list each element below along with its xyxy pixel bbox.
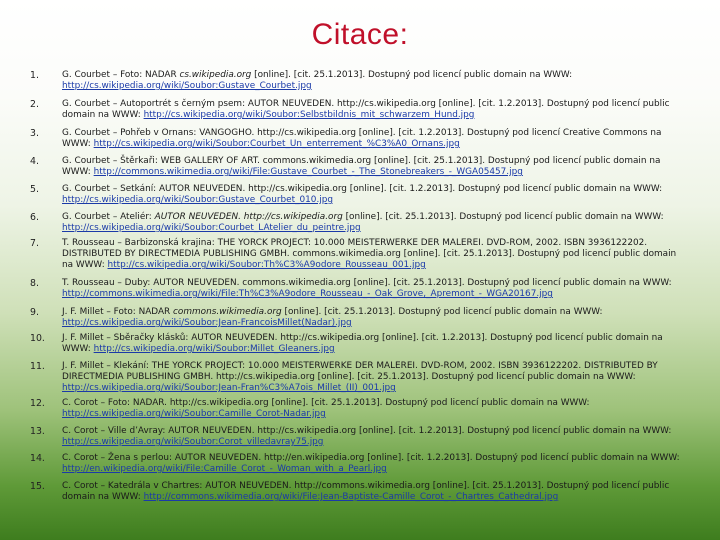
citation-link[interactable]: http://cs.wikipedia.org/wiki/Soubor:Camille_Corot-Nadar.jpg bbox=[62, 409, 326, 419]
citation-lead: G. Courbet – Setkání: bbox=[62, 184, 159, 194]
citation-rest: THE YORCK PROJECT: 10.000 MEISTERWERKE DER MALEREI. DVD-ROM, 2002. ISBN 3936122202. DISTRIBUTED BY DIRECTMEDIA PUBLISHING GMBH. http://cs.wikipedia.org [online]. [cit. 25.1.2013]. Dostupný pod licencí public domain na WWW: bbox=[62, 361, 658, 382]
citation-rest: AUTOR NEUVEDEN. commons.wikimedia.org [online]. [cit. 25.1.2013]. Dostupný pod licencí public domain na WWW: bbox=[153, 278, 672, 288]
citation-text bbox=[62, 212, 687, 234]
citation-link[interactable]: http://commons.wikimedia.org/wiki/File:Th%C3%A9odore_Rousseau_-_Oak_Grove,_Apremont_-_WGA20167.jpg bbox=[62, 289, 553, 299]
citation-number: 7. bbox=[30, 238, 39, 249]
citation-lead: T. Rousseau – Barbizonská krajina: bbox=[62, 238, 218, 248]
citation-number: 12. bbox=[30, 398, 45, 409]
citation-rest: VANGOGHO. http://cs.wikipedia.org [online]. [cit. 1.2.2013]. Dostupný pod licencí Creative Commons na WWW: bbox=[62, 128, 662, 149]
citation-number: 1. bbox=[30, 70, 39, 81]
citation-link[interactable]: http://commons.wikimedia.org/wiki/File:Jean-Baptiste-Camille_Corot_-_Chartres_Cathedral.jpg bbox=[143, 492, 559, 502]
citation-text bbox=[62, 481, 687, 503]
citation-rest: THE YORCK PROJECT: 10.000 MEISTERWERKE DER MALEREI. DVD-ROM, 2002. ISBN 3936122202. DISTRIBUTED BY DIRECTMEDIA PUBLISHING GMBH. commons.wikimedia.org [online]. [cit. 25.1.2013]. Dostupný pod licencí public domain na WWW: bbox=[62, 238, 677, 270]
citation-text bbox=[62, 307, 687, 329]
citation-lead: C. Corot – Foto: NADAR. bbox=[62, 398, 170, 408]
citation-link[interactable]: http://cs.wikipedia.org/wiki/Soubor:Th%C3%A9odore_Rousseau_001.jpg bbox=[107, 260, 426, 270]
citation-lead: C. Corot – Žena s perlou: bbox=[62, 453, 175, 463]
citation-text bbox=[62, 184, 687, 206]
citation-link[interactable]: http://en.wikipedia.org/wiki/File:Camille_Corot_-_Woman_with_a_Pearl.jpg bbox=[62, 464, 387, 474]
citation-number: 2. bbox=[30, 99, 39, 110]
citation-number: 5. bbox=[30, 184, 39, 195]
citation-number: 14. bbox=[30, 453, 45, 464]
citation-number: 8. bbox=[30, 278, 39, 289]
citation-number: 9. bbox=[30, 307, 39, 318]
citation-number: 13. bbox=[30, 426, 45, 437]
citation-text bbox=[62, 278, 687, 300]
citation-lead: G. Courbet – Pohřeb v Ornans: bbox=[62, 128, 200, 138]
citation-link[interactable]: http://commons.wikimedia.org/wiki/File:Gustave_Courbet_-_The_Stonebreakers_-_WGA05457.jpg bbox=[93, 167, 523, 177]
citation-lead: G. Courbet – Ateliér: bbox=[62, 212, 155, 222]
citation-rest: AUTOR NEUVEDEN. http://cs.wikipedia.org [online]. [cit. 1.2.2013]. Dostupný pod licencí public domain na WWW: bbox=[62, 333, 663, 354]
citation-lead: J. F. Millet – Sběračky klásků: bbox=[62, 333, 192, 343]
citation-text bbox=[62, 238, 687, 271]
citation-link[interactable]: http://cs.wikipedia.org/wiki/Soubor:Jean-FrancoisMillet(Nadar).jpg bbox=[62, 318, 352, 328]
citation-number: 3. bbox=[30, 128, 39, 139]
citation-rest: AUTOR NEUVEDEN. http://cs.wikipedia.org [online]. [cit. 1.2.2013]. Dostupný pod licencí public domain na WWW: bbox=[62, 99, 670, 120]
citation-link[interactable]: http://cs.wikipedia.org/wiki/Soubor:Millet_Gleaners.jpg bbox=[93, 344, 335, 354]
citation-number: 4. bbox=[30, 156, 39, 167]
citation-rest: AUTOR NEUVEDEN. http://commons.wikimedia.org [online]. [cit. 25.1.2013]. Dostupný pod licencí public domain na WWW: bbox=[62, 481, 670, 502]
citation-rest: [online]. [cit. 25.1.2013]. Dostupný pod licencí public domain na WWW: bbox=[342, 212, 664, 222]
citation-number: 11. bbox=[30, 361, 45, 372]
citation-link[interactable]: http://cs.wikipedia.org/wiki/Soubor:Jean-Fran%C3%A7ois_Millet_(II)_001.jpg bbox=[62, 383, 396, 393]
citation-lead: G. Courbet – Štěrkaři: bbox=[62, 156, 161, 166]
citation-text bbox=[62, 361, 687, 394]
citation-rest: WEB GALLERY OF ART. commons.wikimedia.org [online]. [cit. 25.1.2013]. Dostupný pod licencí public domain na WWW: bbox=[62, 156, 661, 177]
citation-lead: G. Courbet – Foto: NADAR bbox=[62, 70, 180, 80]
citation-text bbox=[62, 333, 687, 355]
citation-link[interactable]: http://cs.wikipedia.org/wiki/Soubor:Corot_villedavray75.jpg bbox=[62, 437, 324, 447]
citation-rest: http://cs.wikipedia.org [online]. [cit. 25.1.2013]. Dostupný pod licencí public domain na WWW: bbox=[169, 398, 590, 408]
citation-italic: commons.wikimedia.org bbox=[173, 307, 282, 317]
citation-rest: [online]. [cit. 25.1.2013]. Dostupný pod licencí public domain na WWW: bbox=[251, 70, 573, 80]
citation-link[interactable]: http://cs.wikipedia.org/wiki/Soubor:Courbet_Un_enterrement_%C3%A0_Ornans.jpg bbox=[93, 139, 460, 149]
citation-link[interactable]: http://cs.wikipedia.org/wiki/Soubor:Gustave_Courbet.jpg bbox=[62, 81, 312, 91]
citation-lead: C. Corot – Ville d’Avray: bbox=[62, 426, 169, 436]
citation-text bbox=[62, 398, 687, 420]
citation-rest: AUTOR NEUVEDEN. http://cs.wikipedia.org [online]. [cit. 1.2.2013]. Dostupný pod licencí public domain na WWW: bbox=[158, 184, 663, 194]
citation-number: 6. bbox=[30, 212, 39, 223]
citation-text bbox=[62, 99, 687, 121]
citation-rest: AUTOR NEUVEDEN. http://en.wikipedia.org [online]. [cit. 1.2.2013]. Dostupný pod licencí public domain na WWW: bbox=[174, 453, 680, 463]
citation-lead: T. Rousseau – Duby: bbox=[62, 278, 154, 288]
citation-text bbox=[62, 156, 687, 178]
citation-rest: AUTOR NEUVEDEN. http://cs.wikipedia.org [online]. [cit. 1.2.2013]. Dostupný pod licencí public domain na WWW: bbox=[168, 426, 672, 436]
citation-lead: J. F. Millet – Klekání: bbox=[62, 361, 152, 371]
citation-rest: [online]. [cit. 25.1.2013]. Dostupný pod licencí public domain na WWW: bbox=[281, 307, 603, 317]
citation-link[interactable]: http://cs.wikipedia.org/wiki/Soubor:Selbstbildnis_mit_schwarzem_Hund.jpg bbox=[143, 110, 475, 120]
citation-link[interactable]: http://cs.wikipedia.org/wiki/Soubor:Gustave_Courbet_010.jpg bbox=[62, 195, 333, 205]
citation-number: 10. bbox=[30, 333, 45, 344]
citation-number: 15. bbox=[30, 481, 45, 492]
citation-text bbox=[62, 453, 687, 475]
citation-text bbox=[62, 128, 687, 150]
citation-text bbox=[62, 426, 687, 448]
page-title: Citace: bbox=[311, 18, 409, 51]
citation-italic: AUTOR NEUVEDEN. http://cs.wikipedia.org bbox=[154, 212, 343, 222]
citation-lead: J. F. Millet – Foto: NADAR bbox=[62, 307, 174, 317]
citation-link[interactable]: http://cs.wikipedia.org/wiki/Soubor:Courbet_LAtelier_du_peintre.jpg bbox=[62, 223, 361, 233]
citation-text bbox=[62, 70, 687, 92]
citation-italic: cs.wikipedia.org bbox=[179, 70, 252, 80]
citation-lead: G. Courbet – Autoportrét s černým psem: bbox=[62, 99, 248, 109]
citation-lead: C. Corot – Katedrála v Chartres: bbox=[62, 481, 206, 491]
